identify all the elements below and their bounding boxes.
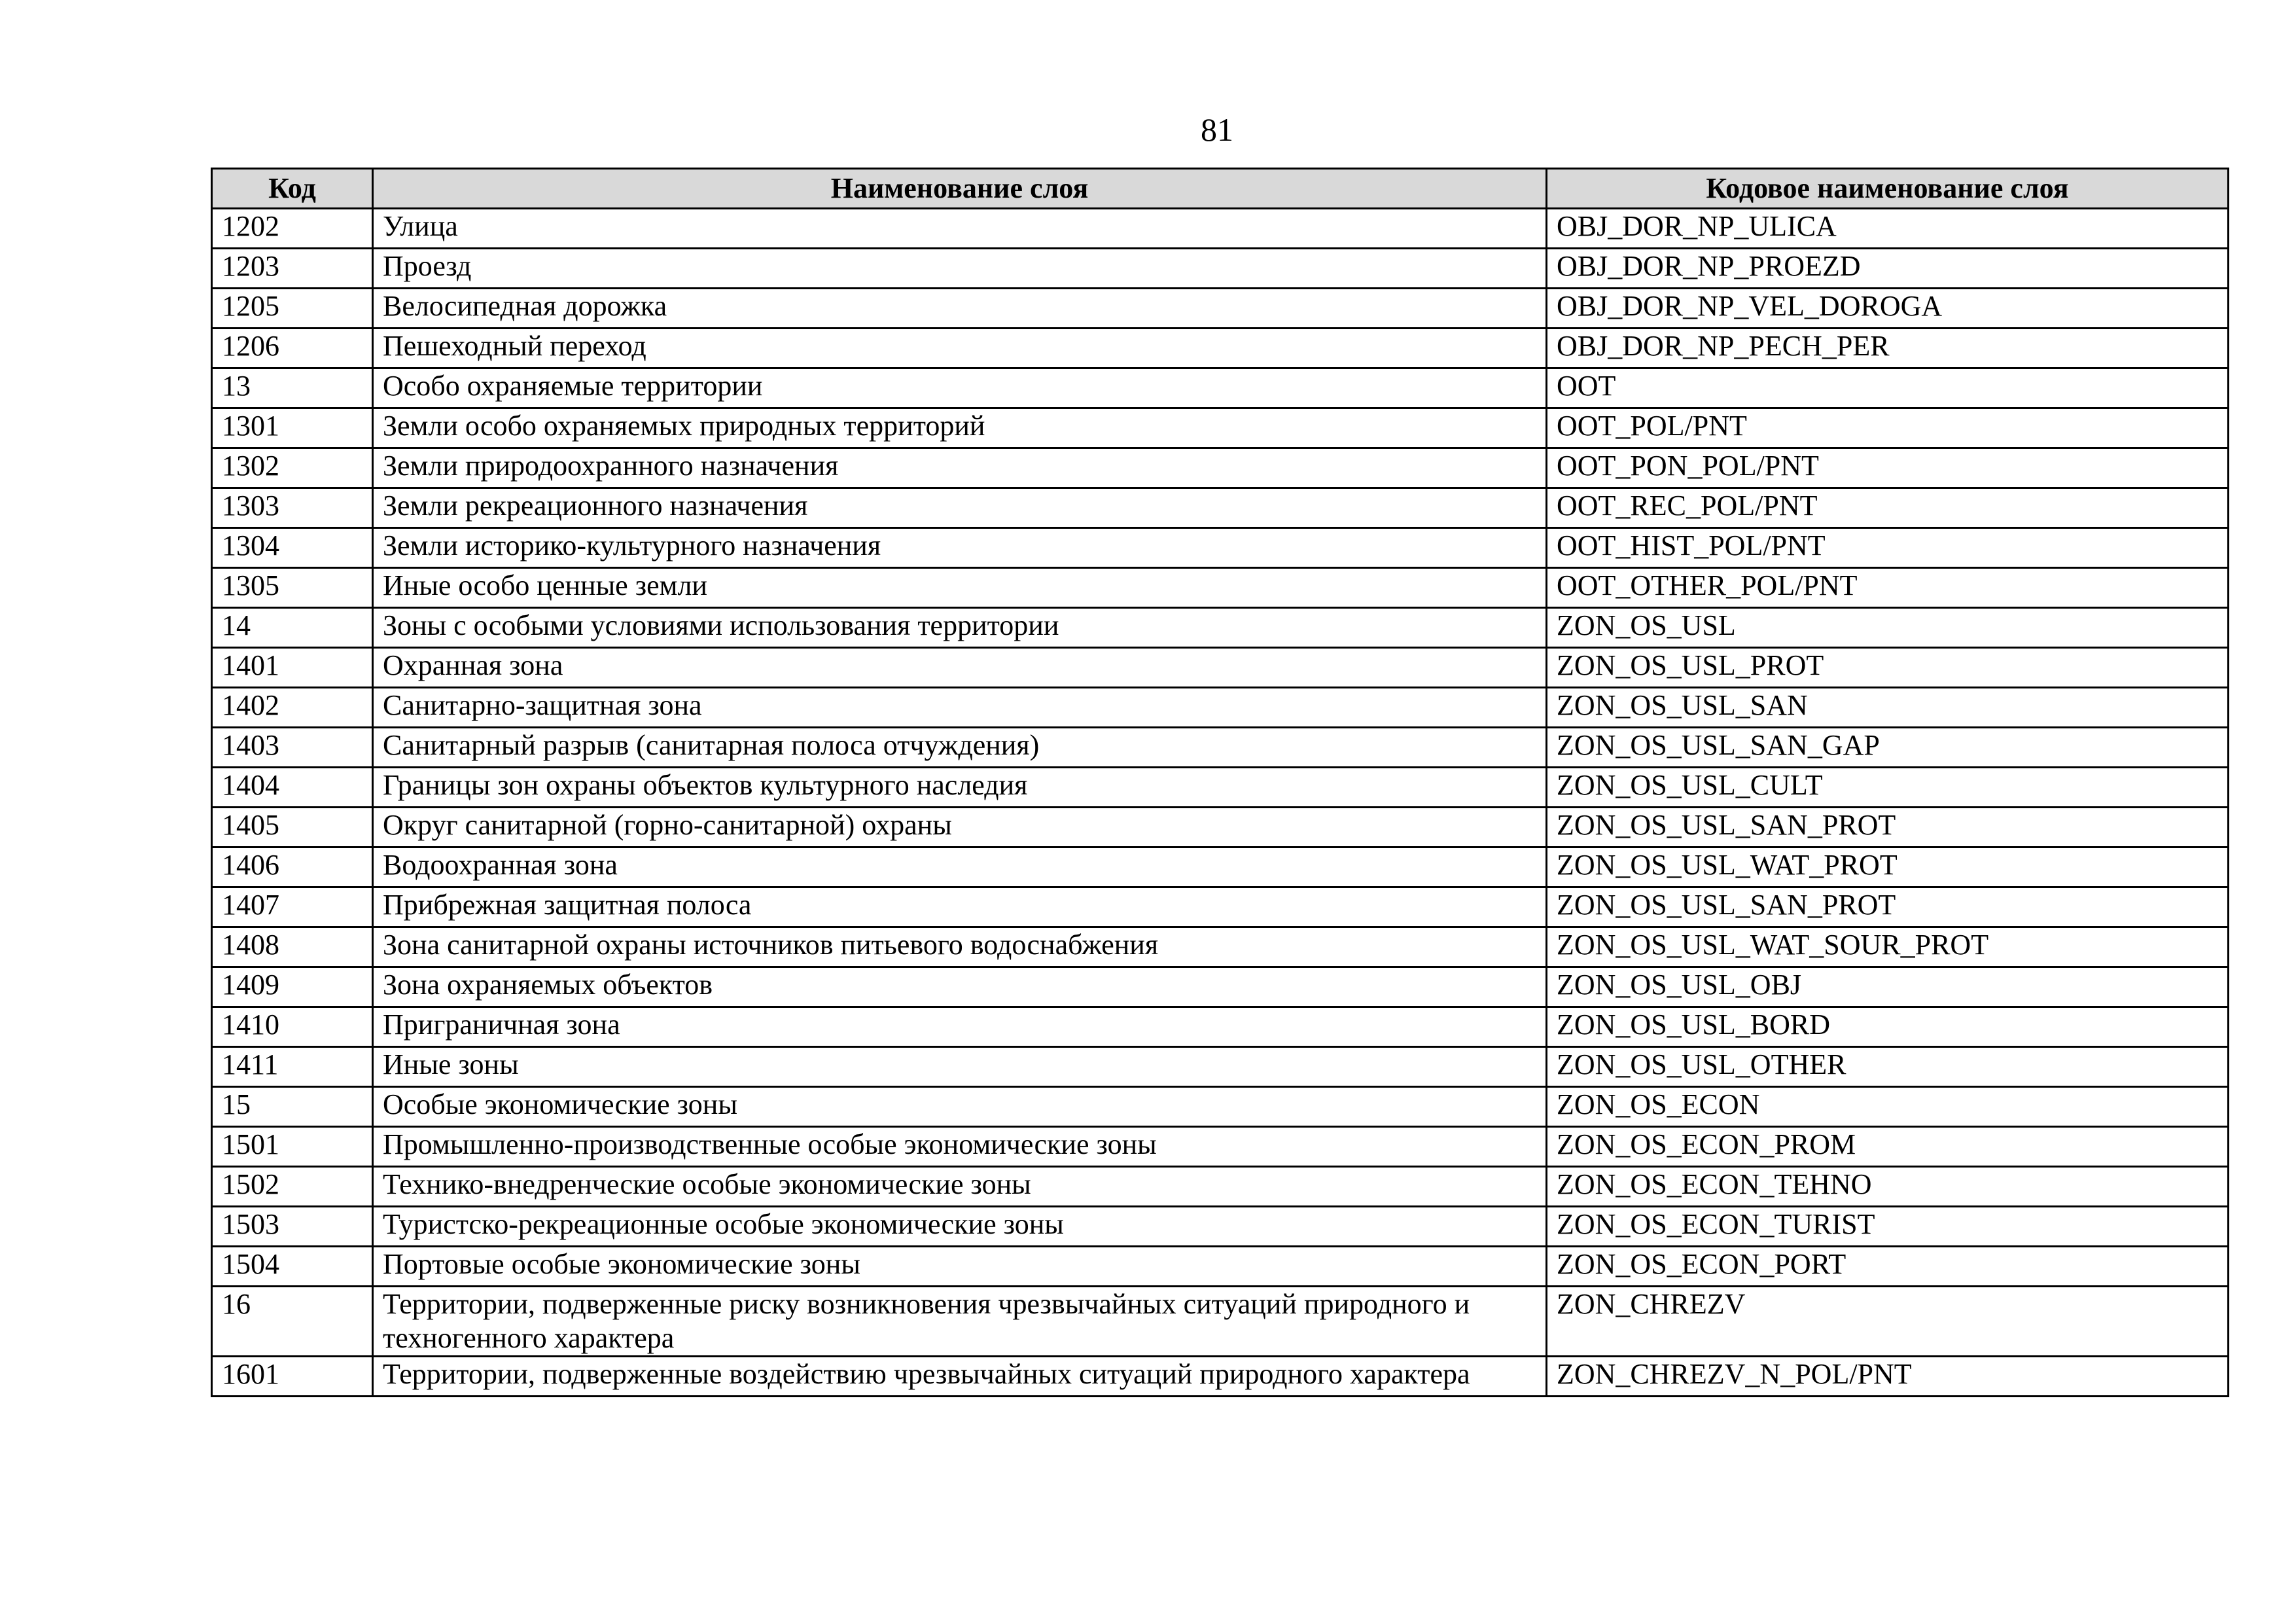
cell-name: Земли историко-культурного назначения	[373, 528, 1547, 568]
table-row	[212, 1007, 2229, 1047]
table-row	[212, 887, 2229, 927]
cell-name: Водоохранная зона	[373, 847, 1547, 887]
cell-code: 1301	[212, 408, 373, 448]
cell-name: Зона санитарной охраны источников питьевого водоснабжения	[373, 927, 1547, 967]
cell-codename: OBJ_DOR_NP_PECH_PER	[1547, 329, 2229, 368]
table-header-row	[212, 169, 2229, 209]
cell-codename: OOT_OTHER_POL/PNT	[1547, 568, 2229, 608]
cell-code: 1304	[212, 528, 373, 568]
table-row	[212, 688, 2229, 728]
cell-codename: OBJ_DOR_NP_ULICA	[1547, 209, 2229, 249]
cell-code: 1401	[212, 648, 373, 688]
cell-code: 1205	[212, 289, 373, 329]
table-row	[212, 408, 2229, 448]
cell-name: Земли особо охраняемых природных территорий	[373, 408, 1547, 448]
table-row	[212, 249, 2229, 289]
table-row	[212, 1207, 2229, 1247]
cell-codename: OBJ_DOR_NP_VEL_DOROGA	[1547, 289, 2229, 329]
cell-codename: ZON_OS_USL_OBJ	[1547, 967, 2229, 1007]
cell-code: 1408	[212, 927, 373, 967]
cell-code: 1302	[212, 448, 373, 488]
cell-code: 1411	[212, 1047, 373, 1087]
cell-codename: ZON_OS_USL_CULT	[1547, 768, 2229, 808]
cell-code: 1303	[212, 488, 373, 528]
cell-codename: ZON_OS_USL_WAT_PROT	[1547, 847, 2229, 887]
cell-code: 1404	[212, 768, 373, 808]
table-row	[212, 1167, 2229, 1207]
cell-codename: OBJ_DOR_NP_PROEZD	[1547, 249, 2229, 289]
cell-code: 1403	[212, 728, 373, 768]
cell-name: Зона охраняемых объектов	[373, 967, 1547, 1007]
cell-codename: ZON_OS_USL_SAN_GAP	[1547, 728, 2229, 768]
table-row	[212, 768, 2229, 808]
cell-codename: ZON_OS_ECON	[1547, 1087, 2229, 1127]
table-row	[212, 289, 2229, 329]
header-name: Наименование слоя	[373, 169, 1547, 209]
cell-codename: ZON_OS_USL_WAT_SOUR_PROT	[1547, 927, 2229, 967]
cell-code: 1407	[212, 887, 373, 927]
cell-name: Иные особо ценные земли	[373, 568, 1547, 608]
cell-codename: ZON_OS_ECON_TURIST	[1547, 1207, 2229, 1247]
cell-name: Иные зоны	[373, 1047, 1547, 1087]
cell-code: 15	[212, 1087, 373, 1127]
cell-code: 1206	[212, 329, 373, 368]
table-row	[212, 488, 2229, 528]
cell-name: Земли рекреационного назначения	[373, 488, 1547, 528]
cell-name: Санитарный разрыв (санитарная полоса отчуждения)	[373, 728, 1547, 768]
cell-codename: ZON_CHREZV_N_POL/PNT	[1547, 1357, 2229, 1397]
table-row	[212, 209, 2229, 249]
cell-name: Приграничная зона	[373, 1007, 1547, 1047]
cell-name: Проезд	[373, 249, 1547, 289]
cell-codename: ZON_OS_ECON_PROM	[1547, 1127, 2229, 1167]
table-row	[212, 927, 2229, 967]
cell-code: 16	[212, 1287, 373, 1357]
page-number: 81	[1201, 111, 1233, 148]
cell-codename: ZON_OS_ECON_TEHNO	[1547, 1167, 2229, 1207]
cell-name: Особые экономические зоны	[373, 1087, 1547, 1127]
table-row	[212, 1087, 2229, 1127]
cell-name: Территории, подверженные риску возникновения чрезвычайных ситуаций природного и техногенного характера	[373, 1287, 1547, 1357]
table-row	[212, 728, 2229, 768]
cell-name: Прибрежная защитная полоса	[373, 887, 1547, 927]
cell-name: Границы зон охраны объектов культурного наследия	[373, 768, 1547, 808]
cell-name: Санитарно-защитная зона	[373, 688, 1547, 728]
header-codename: Кодовое наименование слоя	[1547, 169, 2229, 209]
header-code: Код	[212, 169, 373, 209]
table-body	[212, 209, 2229, 1397]
cell-name: Промышленно-производственные особые экономические зоны	[373, 1127, 1547, 1167]
cell-name: Территории, подверженные воздействию чрезвычайных ситуаций природного характера	[373, 1357, 1547, 1397]
cell-name: Зоны с особыми условиями использования территории	[373, 608, 1547, 648]
cell-code: 1305	[212, 568, 373, 608]
table-row	[212, 528, 2229, 568]
cell-name: Улица	[373, 209, 1547, 249]
cell-codename: ZON_OS_USL_SAN_PROT	[1547, 887, 2229, 927]
cell-code: 13	[212, 368, 373, 408]
cell-codename: ZON_OS_USL_SAN_PROT	[1547, 808, 2229, 847]
cell-code: 1501	[212, 1127, 373, 1167]
cell-name: Округ санитарной (горно-санитарной) охраны	[373, 808, 1547, 847]
cell-codename: ZON_CHREZV	[1547, 1287, 2229, 1357]
cell-code: 14	[212, 608, 373, 648]
cell-name: Технико-внедренческие особые экономические зоны	[373, 1167, 1547, 1207]
cell-codename: ZON_OS_USL_PROT	[1547, 648, 2229, 688]
cell-name: Земли природоохранного назначения	[373, 448, 1547, 488]
table-row	[212, 568, 2229, 608]
table-row	[212, 967, 2229, 1007]
cell-codename: ZON_OS_USL_OTHER	[1547, 1047, 2229, 1087]
cell-code: 1402	[212, 688, 373, 728]
cell-name: Особо охраняемые территории	[373, 368, 1547, 408]
table-row	[212, 648, 2229, 688]
cell-codename: ZON_OS_USL	[1547, 608, 2229, 648]
cell-codename: ZON_OS_USL_SAN	[1547, 688, 2229, 728]
table-row	[212, 808, 2229, 847]
cell-name: Охранная зона	[373, 648, 1547, 688]
cell-code: 1406	[212, 847, 373, 887]
cell-name: Туристско-рекреационные особые экономические зоны	[373, 1207, 1547, 1247]
cell-codename: OOT_POL/PNT	[1547, 408, 2229, 448]
cell-codename: OOT	[1547, 368, 2229, 408]
cell-code: 1405	[212, 808, 373, 847]
cell-code: 1203	[212, 249, 373, 289]
cell-code: 1202	[212, 209, 373, 249]
table-row	[212, 1287, 2229, 1357]
cell-codename: ZON_OS_ECON_PORT	[1547, 1247, 2229, 1287]
table-row	[212, 1247, 2229, 1287]
cell-codename: OOT_PON_POL/PNT	[1547, 448, 2229, 488]
cell-name: Портовые особые экономические зоны	[373, 1247, 1547, 1287]
table-row	[212, 368, 2229, 408]
layer-table	[211, 168, 2229, 1397]
table-row	[212, 847, 2229, 887]
cell-code: 1409	[212, 967, 373, 1007]
table-row	[212, 608, 2229, 648]
cell-code: 1410	[212, 1007, 373, 1047]
cell-code: 1502	[212, 1167, 373, 1207]
table-row	[212, 1127, 2229, 1167]
cell-name: Велосипедная дорожка	[373, 289, 1547, 329]
cell-codename: OOT_REC_POL/PNT	[1547, 488, 2229, 528]
cell-codename: OOT_HIST_POL/PNT	[1547, 528, 2229, 568]
table-row	[212, 1047, 2229, 1087]
table-row	[212, 448, 2229, 488]
table-row	[212, 329, 2229, 368]
cell-codename: ZON_OS_USL_BORD	[1547, 1007, 2229, 1047]
cell-code: 1601	[212, 1357, 373, 1397]
cell-code: 1504	[212, 1247, 373, 1287]
cell-code: 1503	[212, 1207, 373, 1247]
cell-name: Пешеходный переход	[373, 329, 1547, 368]
table-row	[212, 1357, 2229, 1397]
